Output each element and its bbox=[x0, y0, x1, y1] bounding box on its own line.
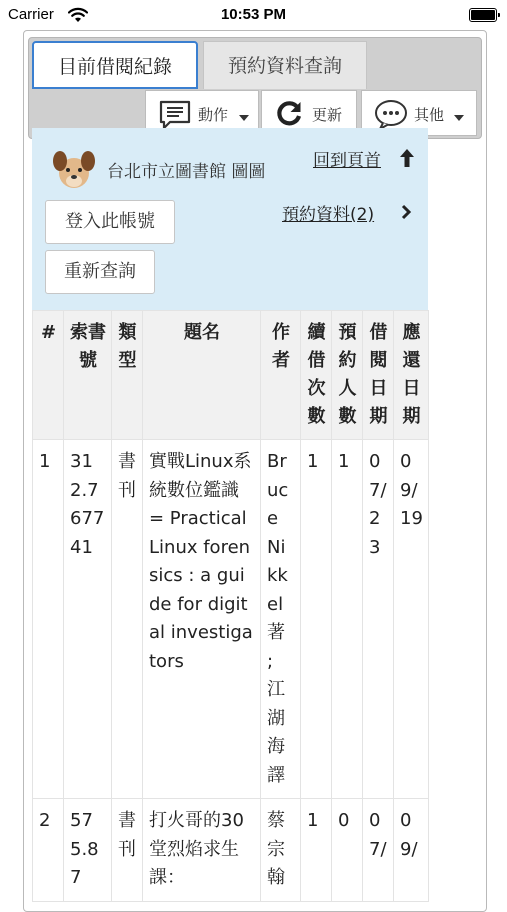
cell-loan-date: 07/23 bbox=[363, 440, 394, 799]
cell-renewals: 1 bbox=[301, 799, 332, 902]
col-header-author: 作者 bbox=[261, 311, 301, 440]
cell-call-number: 312.767741 bbox=[64, 440, 112, 799]
arrow-up-icon bbox=[399, 148, 415, 168]
clock: 10:53 PM bbox=[220, 6, 287, 23]
refresh-label: 更新 bbox=[312, 106, 343, 124]
tab-current-loans[interactable]: 目前借閱紀錄 bbox=[32, 41, 198, 89]
loans-table bbox=[32, 310, 429, 902]
more-label: 其他 bbox=[414, 106, 445, 124]
caret-down-icon bbox=[239, 108, 249, 126]
table-row bbox=[33, 440, 429, 799]
reservation-link[interactable]: 預約資料(2) bbox=[282, 205, 375, 225]
cell-index: 1 bbox=[33, 440, 64, 799]
cell-author: 蔡宗翰 bbox=[261, 799, 301, 902]
list-icon bbox=[158, 99, 192, 131]
library-name: 台北市立圖書館 圖圖 bbox=[107, 162, 266, 182]
table-header-row bbox=[33, 311, 429, 440]
col-header-renewals: 續借次數 bbox=[301, 311, 332, 440]
table-row bbox=[33, 799, 429, 902]
action-label: 動作 bbox=[198, 106, 229, 124]
chat-bubble-icon bbox=[374, 99, 408, 131]
col-header-index: # bbox=[33, 311, 64, 440]
cell-call-number: 575.87 bbox=[64, 799, 112, 902]
tab-bar bbox=[28, 37, 482, 139]
battery-icon bbox=[469, 8, 497, 22]
cell-due-date: 09/ bbox=[394, 799, 429, 902]
refresh-icon bbox=[275, 100, 303, 128]
caret-down-icon bbox=[454, 108, 464, 126]
col-header-holds: 預約人數 bbox=[332, 311, 363, 440]
cell-index: 2 bbox=[33, 799, 64, 902]
cell-due-date: 09/19 bbox=[394, 440, 429, 799]
cell-author: Bruce Nikkel著 ; 江湖海譯 bbox=[261, 440, 301, 799]
login-account-button[interactable]: 登入此帳號 bbox=[45, 200, 175, 244]
chevron-right-icon bbox=[400, 204, 412, 220]
status-bar bbox=[0, 0, 507, 30]
back-to-top-link[interactable]: 回到頁首 bbox=[313, 151, 381, 171]
col-header-loan-date: 借閱日期 bbox=[363, 311, 394, 440]
cell-type: 書刊 bbox=[112, 799, 143, 902]
cell-title: 實戰Linux系統數位鑑識 = Practical Linux forensics : a guide for digital investigators bbox=[143, 440, 261, 799]
cell-holds: 1 bbox=[332, 440, 363, 799]
cell-type: 書刊 bbox=[112, 440, 143, 799]
requery-button[interactable]: 重新查詢 bbox=[45, 250, 155, 294]
dog-logo-icon bbox=[52, 148, 96, 190]
library-panel bbox=[32, 128, 428, 310]
cell-renewals: 1 bbox=[301, 440, 332, 799]
carrier-label: Carrier bbox=[8, 6, 54, 23]
tab-reservation-query[interactable]: 預約資料查詢 bbox=[203, 41, 367, 89]
col-header-title: 題名 bbox=[143, 311, 261, 440]
col-header-type: 類型 bbox=[112, 311, 143, 440]
cell-title: 打火哥的30堂烈焰求生課： bbox=[143, 799, 261, 902]
cell-loan-date: 07/ bbox=[363, 799, 394, 902]
cell-holds: 0 bbox=[332, 799, 363, 902]
col-header-due-date: 應還日期 bbox=[394, 311, 429, 440]
col-header-call-number: 索書號 bbox=[64, 311, 112, 440]
